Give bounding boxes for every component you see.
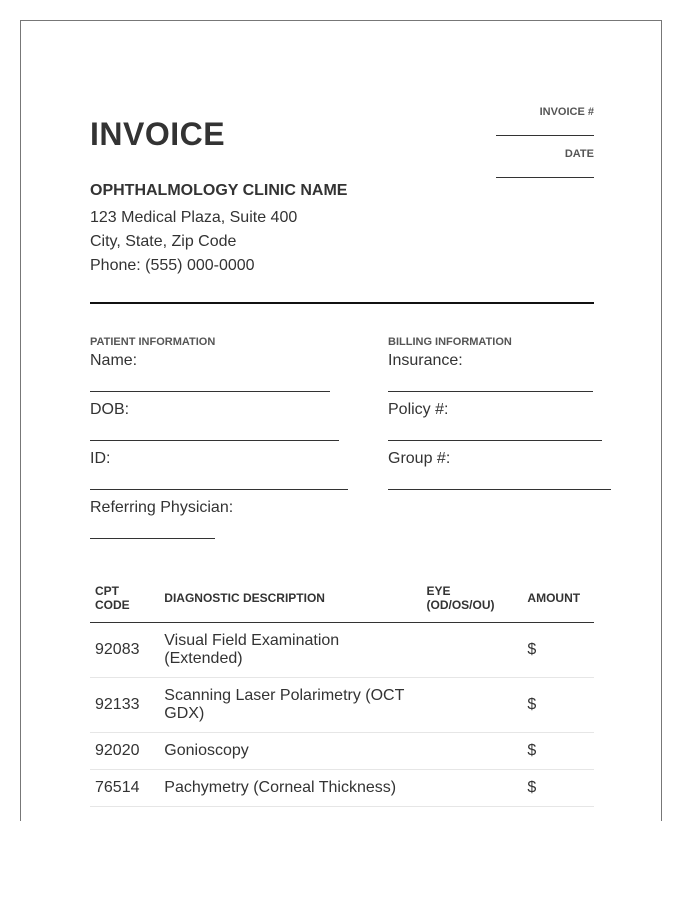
clinic-name: OPHTHALMOLOGY CLINIC NAME [90, 182, 348, 199]
amount-cell[interactable]: $ [522, 733, 594, 770]
policy-label: Policy #: [388, 401, 449, 418]
insurance-label: Insurance: [388, 352, 463, 369]
cpt-header-line2: CODE [95, 598, 130, 612]
column-header-cpt [90, 576, 159, 623]
amount-cell[interactable]: $ [522, 623, 594, 678]
diagnostic-description: Pachymetry (Corneal Thickness) [159, 770, 421, 807]
cpt-code: 92133 [90, 678, 159, 733]
column-header-amount: AMOUNT [522, 576, 594, 623]
insurance-field[interactable] [388, 391, 593, 392]
column-header-eye [422, 576, 523, 623]
invoice-number-label: INVOICE # [539, 106, 594, 118]
table-row [90, 733, 594, 770]
services-table [90, 576, 594, 807]
referring-physician-label: Referring Physician: [90, 499, 234, 516]
header-divider [90, 302, 594, 304]
diagnostic-description: Visual Field Examination (Extended) [159, 623, 421, 678]
patient-section-heading: PATIENT INFORMATION [90, 336, 216, 348]
referring-physician-field[interactable] [90, 538, 215, 539]
table-header-row [90, 576, 594, 623]
patient-name-field[interactable] [90, 391, 330, 392]
table-row [90, 678, 594, 733]
patient-id-field[interactable] [90, 489, 348, 490]
invoice-meta [484, 106, 594, 190]
billing-section-heading: BILLING INFORMATION [388, 336, 512, 348]
clinic-address-line2: City, State, Zip Code [90, 233, 237, 250]
patient-information [90, 336, 370, 547]
billing-information [388, 336, 628, 498]
invoice-page [20, 20, 662, 821]
clinic-address-line1: 123 Medical Plaza, Suite 400 [90, 209, 298, 226]
table-row [90, 770, 594, 807]
invoice-title: INVOICE [90, 116, 226, 152]
clinic-phone: Phone: (555) 000-0000 [90, 257, 255, 274]
diagnostic-description: Gonioscopy [159, 733, 421, 770]
group-field[interactable] [388, 489, 611, 490]
group-label: Group #: [388, 450, 451, 467]
cpt-code: 76514 [90, 770, 159, 807]
invoice-date-label: DATE [564, 148, 594, 160]
table-row [90, 623, 594, 678]
amount-cell[interactable]: $ [522, 770, 594, 807]
policy-field[interactable] [388, 440, 602, 441]
eye-header-line1: EYE [426, 584, 451, 598]
diagnostic-description: Scanning Laser Polarimetry (OCT GDX) [159, 678, 421, 733]
patient-id-label: ID: [90, 450, 111, 467]
cpt-code: 92020 [90, 733, 159, 770]
eye-cell[interactable] [422, 770, 523, 807]
patient-dob-field[interactable] [90, 440, 339, 441]
invoice-date-field[interactable] [496, 177, 594, 178]
cpt-header-line1: CPT [95, 584, 119, 598]
cpt-code: 92083 [90, 623, 159, 678]
patient-dob-label: DOB: [90, 401, 130, 418]
eye-cell[interactable] [422, 678, 523, 733]
eye-cell[interactable] [422, 623, 523, 678]
patient-name-label: Name: [90, 352, 138, 369]
eye-header-line2: (OD/OS/OU) [426, 598, 495, 612]
clinic-info [90, 182, 347, 278]
amount-cell[interactable]: $ [522, 678, 594, 733]
eye-cell[interactable] [422, 733, 523, 770]
column-header-description: DIAGNOSTIC DESCRIPTION [159, 576, 421, 623]
invoice-number-field[interactable] [496, 135, 594, 136]
